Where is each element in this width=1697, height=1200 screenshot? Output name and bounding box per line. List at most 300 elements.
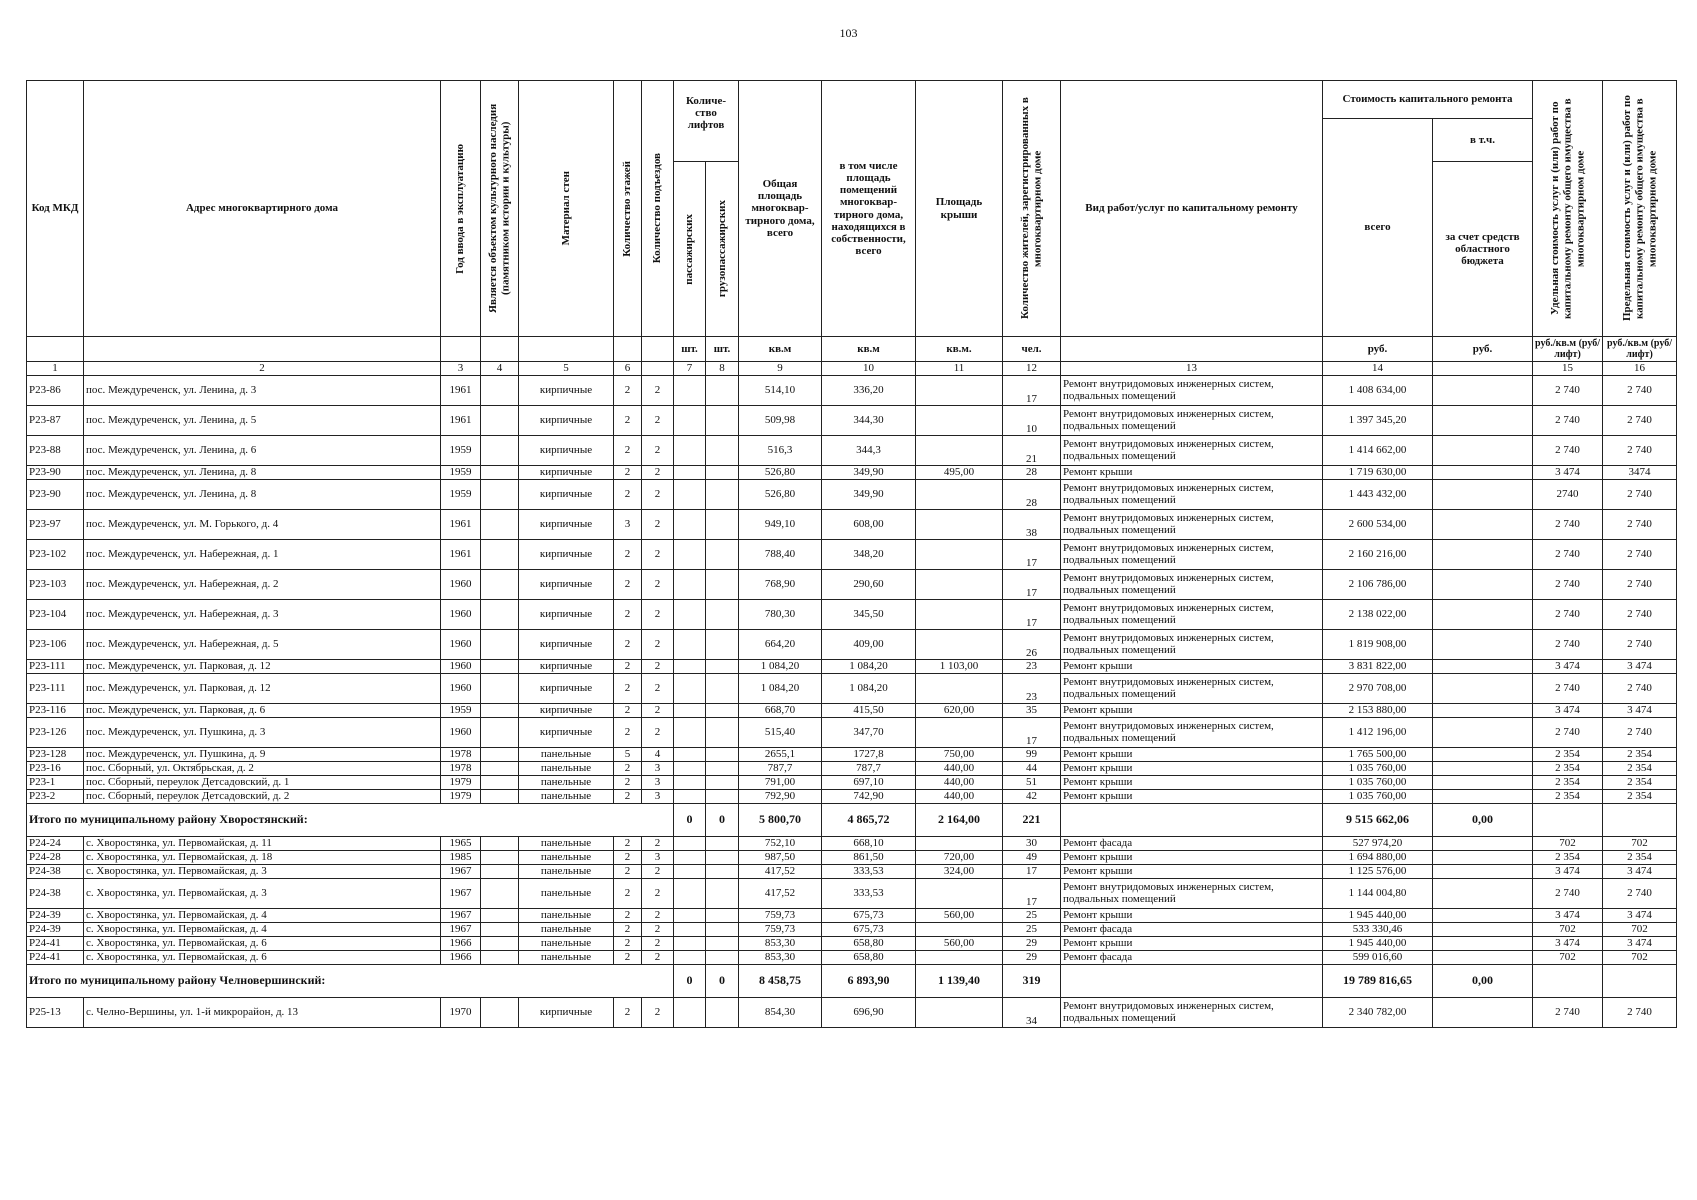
table-cell xyxy=(1433,879,1533,909)
table-cell xyxy=(674,909,706,923)
table-cell: 1727,8 xyxy=(822,748,916,762)
table-cell: панельные xyxy=(519,776,614,790)
table-cell: 2 740 xyxy=(1603,630,1677,660)
work-type-cell: Ремонт крыши xyxy=(1061,748,1323,762)
table-cell: 333,53 xyxy=(822,865,916,879)
table-cell: 1 765 500,00 xyxy=(1323,748,1433,762)
table-row xyxy=(27,600,1677,630)
table-cell: 30 xyxy=(1003,837,1061,851)
table-cell xyxy=(481,510,519,540)
table-cell xyxy=(916,436,1003,466)
table-cell: 2 xyxy=(642,909,674,923)
header-residents: Количество жителей, зарегистрированных в многоквартирном доме xyxy=(1003,81,1061,337)
table-cell: 1960 xyxy=(441,600,481,630)
table-cell: 658,80 xyxy=(822,951,916,965)
code-cell: Р23-97 xyxy=(27,510,84,540)
table-cell xyxy=(1433,851,1533,865)
table-cell: 2 xyxy=(614,923,642,937)
table-cell: 333,53 xyxy=(822,879,916,909)
table-cell: 0,00 xyxy=(1433,965,1533,998)
table-cell xyxy=(1603,965,1677,998)
table-cell xyxy=(916,837,1003,851)
address-cell: пос. Междуреченск, ул. Парковая, д. 12 xyxy=(84,660,441,674)
table-cell: 1965 xyxy=(441,837,481,851)
table-cell xyxy=(674,879,706,909)
table-row xyxy=(27,851,1677,865)
table-body xyxy=(27,376,1677,1028)
table-cell: 1959 xyxy=(441,466,481,480)
table-cell: 17 xyxy=(1003,879,1061,909)
code-cell: Р24-39 xyxy=(27,909,84,923)
header-area-total: Общая площадь многоквар-тирного дома, всего xyxy=(739,81,822,337)
table-row xyxy=(27,951,1677,965)
table-cell xyxy=(706,600,739,630)
unit-cell: руб./кв.м (руб/лифт) xyxy=(1603,337,1677,362)
table-cell: 2 xyxy=(642,540,674,570)
table-cell: 599 016,60 xyxy=(1323,951,1433,965)
table-cell xyxy=(481,937,519,951)
repair-table xyxy=(26,80,1677,1028)
table-cell xyxy=(674,704,706,718)
table-cell xyxy=(481,865,519,879)
table-row xyxy=(27,480,1677,510)
table-cell xyxy=(706,630,739,660)
table-cell: 4 xyxy=(642,748,674,762)
table-cell: 750,00 xyxy=(916,748,1003,762)
address-cell: с. Хворостянка, ул. Первомайская, д. 18 xyxy=(84,851,441,865)
table-cell: 2 xyxy=(642,406,674,436)
table-row xyxy=(27,776,1677,790)
table-cell: 1979 xyxy=(441,776,481,790)
table-cell: 348,20 xyxy=(822,540,916,570)
code-cell: Р24-38 xyxy=(27,865,84,879)
code-cell: Р23-90 xyxy=(27,480,84,510)
table-cell: 29 xyxy=(1003,937,1061,951)
table-cell: 1966 xyxy=(441,951,481,965)
work-type-cell: Ремонт внутридомовых инженерных систем, подвальных помещений xyxy=(1061,540,1323,570)
table-cell: 861,50 xyxy=(822,851,916,865)
table-cell xyxy=(674,851,706,865)
work-type-cell: Ремонт внутридомовых инженерных систем, подвальных помещений xyxy=(1061,406,1323,436)
table-cell: 3 474 xyxy=(1533,704,1603,718)
unit-cell: руб. xyxy=(1323,337,1433,362)
table-cell: 2 xyxy=(614,951,642,965)
table-cell: 5 800,70 xyxy=(739,804,822,837)
header-work-type: Вид работ/услуг по капитальному ремонту xyxy=(1061,81,1323,337)
address-cell: пос. Междуреченск, ул. Ленина, д. 8 xyxy=(84,480,441,510)
table-cell: 26 xyxy=(1003,630,1061,660)
table-cell xyxy=(674,436,706,466)
table-cell: 1960 xyxy=(441,718,481,748)
table-cell: 2 354 xyxy=(1603,762,1677,776)
table-cell: 0 xyxy=(674,804,706,837)
table-cell: 17 xyxy=(1003,600,1061,630)
table-cell xyxy=(916,998,1003,1028)
table-cell xyxy=(481,376,519,406)
code-cell: Р23-111 xyxy=(27,674,84,704)
work-type-cell: Ремонт крыши xyxy=(1061,466,1323,480)
table-cell: кирпичные xyxy=(519,376,614,406)
table-cell: 2 xyxy=(642,937,674,951)
table-cell: 417,52 xyxy=(739,865,822,879)
table-cell: 2 740 xyxy=(1603,879,1677,909)
table-row xyxy=(27,510,1677,540)
header-heritage: Является объектом культурного наследия (памятником истории и культуры) xyxy=(481,81,519,337)
table-cell: панельные xyxy=(519,851,614,865)
table-cell: 44 xyxy=(1003,762,1061,776)
code-cell: Р23-128 xyxy=(27,748,84,762)
table-cell xyxy=(481,600,519,630)
table-cell xyxy=(1433,837,1533,851)
table-cell: 696,90 xyxy=(822,998,916,1028)
table-cell: 344,30 xyxy=(822,406,916,436)
table-cell: 35 xyxy=(1003,704,1061,718)
table-row xyxy=(27,406,1677,436)
table-cell: 702 xyxy=(1533,923,1603,937)
table-cell xyxy=(481,762,519,776)
address-cell: пос. Междуреченск, ул. Ленина, д. 6 xyxy=(84,436,441,466)
table-cell: 515,40 xyxy=(739,718,822,748)
table-cell: 1960 xyxy=(441,660,481,674)
table-cell: 2 xyxy=(642,510,674,540)
table-cell: 2 xyxy=(642,630,674,660)
address-cell: пос. Междуреченск, ул. Парковая, д. 6 xyxy=(84,704,441,718)
table-cell: 2 xyxy=(614,466,642,480)
table-cell xyxy=(916,674,1003,704)
table-cell xyxy=(1433,776,1533,790)
table-cell: 290,60 xyxy=(822,570,916,600)
table-cell: 2 xyxy=(614,674,642,704)
table-cell xyxy=(706,718,739,748)
work-type-cell: Ремонт внутридомовых инженерных систем, подвальных помещений xyxy=(1061,480,1323,510)
table-cell: 2 740 xyxy=(1603,718,1677,748)
table-cell xyxy=(706,865,739,879)
work-type-cell: Ремонт внутридомовых инженерных систем, подвальных помещений xyxy=(1061,376,1323,406)
table-cell: 2 xyxy=(614,480,642,510)
table-cell: 697,10 xyxy=(822,776,916,790)
address-cell: с. Хворостянка, ул. Первомайская, д. 6 xyxy=(84,951,441,965)
address-cell: пос. Междуреченск, ул. Набережная, д. 2 xyxy=(84,570,441,600)
table-cell: 2 xyxy=(614,937,642,951)
work-type-cell: Ремонт фасада xyxy=(1061,951,1323,965)
table-cell xyxy=(481,718,519,748)
table-cell: 2 740 xyxy=(1603,570,1677,600)
table-cell: кирпичные xyxy=(519,600,614,630)
table-cell: 2 xyxy=(614,600,642,630)
address-cell: пос. Междуреченск, ул. Ленина, д. 5 xyxy=(84,406,441,436)
table-cell: 2 106 786,00 xyxy=(1323,570,1433,600)
table-cell: кирпичные xyxy=(519,480,614,510)
table-cell: 1970 xyxy=(441,998,481,1028)
table-cell xyxy=(481,776,519,790)
address-cell: с. Хворостянка, ул. Первомайская, д. 3 xyxy=(84,879,441,909)
table-cell: 6 893,90 xyxy=(822,965,916,998)
table-cell: 620,00 xyxy=(916,704,1003,718)
table-cell: 2 740 xyxy=(1533,510,1603,540)
header-floors: Количество этажей xyxy=(614,81,642,337)
table-cell: 792,90 xyxy=(739,790,822,804)
address-cell: пос. Сборный, ул. Октябрьская, д. 2 xyxy=(84,762,441,776)
table-cell: 1967 xyxy=(441,865,481,879)
table-cell xyxy=(1433,937,1533,951)
code-cell: Р23-102 xyxy=(27,540,84,570)
table-cell: 2 xyxy=(614,630,642,660)
code-cell: Р23-16 xyxy=(27,762,84,776)
table-cell xyxy=(1433,376,1533,406)
table-cell: 0 xyxy=(674,965,706,998)
table-cell xyxy=(706,776,739,790)
table-cell: 1967 xyxy=(441,923,481,937)
table-cell: 349,90 xyxy=(822,480,916,510)
table-cell: 854,30 xyxy=(739,998,822,1028)
table-cell xyxy=(916,540,1003,570)
table-cell: 1959 xyxy=(441,704,481,718)
header-wall: Материал стен xyxy=(519,81,614,337)
table-cell: 527 974,20 xyxy=(1323,837,1433,851)
table-cell xyxy=(481,704,519,718)
table-cell: 2 138 022,00 xyxy=(1323,600,1433,630)
table-cell: 526,80 xyxy=(739,466,822,480)
table-cell xyxy=(916,570,1003,600)
table-cell xyxy=(706,660,739,674)
table-cell: 668,70 xyxy=(739,704,822,718)
table-cell xyxy=(481,837,519,851)
table-cell: 2 740 xyxy=(1603,480,1677,510)
table-cell: 1967 xyxy=(441,879,481,909)
unit-cell: чел. xyxy=(1003,337,1061,362)
table-row xyxy=(27,436,1677,466)
table-cell: 1979 xyxy=(441,790,481,804)
table-cell: 19 789 816,65 xyxy=(1323,965,1433,998)
address-cell: пос. Сборный, переулок Детсадовский, д. 1 xyxy=(84,776,441,790)
address-cell: с. Хворостянка, ул. Первомайская, д. 11 xyxy=(84,837,441,851)
table-cell: 658,80 xyxy=(822,937,916,951)
table-cell: 2 xyxy=(642,951,674,965)
table-cell xyxy=(1433,998,1533,1028)
table-cell: панельные xyxy=(519,937,614,951)
table-cell: 526,80 xyxy=(739,480,822,510)
header-cost: Стоимость капитального ремонта xyxy=(1323,81,1533,119)
table-cell xyxy=(674,923,706,937)
table-cell: 10 xyxy=(1003,406,1061,436)
table-cell: 23 xyxy=(1003,660,1061,674)
table-cell: 0 xyxy=(706,804,739,837)
table-cell: 2 xyxy=(642,674,674,704)
table-cell xyxy=(706,748,739,762)
table-cell xyxy=(674,510,706,540)
table-cell xyxy=(706,376,739,406)
table-cell: 1959 xyxy=(441,436,481,466)
work-type-cell: Ремонт внутридомовых инженерных систем, подвальных помещений xyxy=(1061,630,1323,660)
table-cell xyxy=(706,998,739,1028)
table-cell: 8 458,75 xyxy=(739,965,822,998)
table-cell: 2 740 xyxy=(1533,436,1603,466)
table-cell xyxy=(481,480,519,510)
table-cell: 2 740 xyxy=(1603,510,1677,540)
table-cell: 1 084,20 xyxy=(822,674,916,704)
table-cell: 440,00 xyxy=(916,776,1003,790)
code-cell: Р24-39 xyxy=(27,923,84,937)
table-cell xyxy=(481,570,519,600)
header-entrances: Количество подъездов xyxy=(642,81,674,337)
table-row xyxy=(27,865,1677,879)
address-cell: с. Хворостянка, ул. Первомайская, д. 6 xyxy=(84,937,441,951)
table-cell: 675,73 xyxy=(822,909,916,923)
table-cell xyxy=(1433,865,1533,879)
table-cell: 791,00 xyxy=(739,776,822,790)
table-cell: 2 xyxy=(614,376,642,406)
code-cell: Р24-41 xyxy=(27,951,84,965)
table-cell xyxy=(916,480,1003,510)
table-cell: 2 740 xyxy=(1603,998,1677,1028)
table-cell: 42 xyxy=(1003,790,1061,804)
work-type-cell: Ремонт фасада xyxy=(1061,837,1323,851)
table-cell: 38 xyxy=(1003,510,1061,540)
table-cell: 3 xyxy=(642,851,674,865)
work-type-cell: Ремонт крыши xyxy=(1061,790,1323,804)
address-cell: пос. Междуреченск, ул. М. Горького, д. 4 xyxy=(84,510,441,540)
table-cell: 2 354 xyxy=(1603,776,1677,790)
table-cell xyxy=(1533,804,1603,837)
table-cell: 1961 xyxy=(441,376,481,406)
table-cell: 1960 xyxy=(441,570,481,600)
unit-cell: кв.м. xyxy=(916,337,1003,362)
table-cell: 787,7 xyxy=(822,762,916,776)
header-year: Год ввода в эксплуатацию xyxy=(441,81,481,337)
table-cell: 702 xyxy=(1603,923,1677,937)
table-cell xyxy=(481,630,519,660)
table-cell: 2 740 xyxy=(1533,376,1603,406)
table-cell: 1 084,20 xyxy=(739,674,822,704)
table-cell: 29 xyxy=(1003,951,1061,965)
work-type-cell: Ремонт фасада xyxy=(1061,923,1323,937)
table-cell xyxy=(1433,480,1533,510)
table-cell: 0,00 xyxy=(1433,804,1533,837)
table-row xyxy=(27,923,1677,937)
table-cell: 668,10 xyxy=(822,837,916,851)
table-cell: 2 354 xyxy=(1603,748,1677,762)
total-row xyxy=(27,804,1677,837)
table-row xyxy=(27,718,1677,748)
table-cell: 3 474 xyxy=(1603,660,1677,674)
table-cell: 324,00 xyxy=(916,865,1003,879)
table-cell: 516,3 xyxy=(739,436,822,466)
code-cell: Р23-126 xyxy=(27,718,84,748)
table-cell: 2 xyxy=(614,406,642,436)
address-cell: с. Хворостянка, ул. Первомайская, д. 3 xyxy=(84,865,441,879)
table-cell: 2 970 708,00 xyxy=(1323,674,1433,704)
table-cell: 349,90 xyxy=(822,466,916,480)
header-unit-cost: Удельная стоимость услуг и (или) работ по капитальному ремонту общего имущества в многоквартирном доме xyxy=(1533,81,1603,337)
table-cell xyxy=(1433,748,1533,762)
page-number: 103 xyxy=(839,26,858,40)
table-cell: 664,20 xyxy=(739,630,822,660)
table-row xyxy=(27,376,1677,406)
table-cell xyxy=(674,480,706,510)
table-cell: 788,40 xyxy=(739,540,822,570)
table-cell: 2 xyxy=(642,879,674,909)
unit-cell: руб. xyxy=(1433,337,1533,362)
table-cell: 2 xyxy=(642,718,674,748)
table-cell: 949,10 xyxy=(739,510,822,540)
table-cell: 1960 xyxy=(441,630,481,660)
table-cell: 3474 xyxy=(1603,466,1677,480)
table-cell xyxy=(916,923,1003,937)
table-cell: 2 740 xyxy=(1603,540,1677,570)
table-cell: 2 xyxy=(614,436,642,466)
work-type-cell: Ремонт внутридомовых инженерных систем, подвальных помещений xyxy=(1061,879,1323,909)
table-cell: 2 740 xyxy=(1533,630,1603,660)
unit-cell: кв.м xyxy=(739,337,822,362)
table-cell: 2 354 xyxy=(1603,851,1677,865)
table-cell xyxy=(481,406,519,436)
table-cell: 1 144 004,80 xyxy=(1323,879,1433,909)
code-cell: Р24-41 xyxy=(27,937,84,951)
code-cell: Р23-86 xyxy=(27,376,84,406)
table-cell: 2 xyxy=(614,776,642,790)
table-cell xyxy=(674,865,706,879)
table-cell xyxy=(1061,965,1323,998)
table-cell xyxy=(674,660,706,674)
table-cell: 2 xyxy=(614,865,642,879)
table-cell: 2 xyxy=(642,923,674,937)
table-cell: 509,98 xyxy=(739,406,822,436)
unit-cell: шт. xyxy=(706,337,739,362)
table-row xyxy=(27,540,1677,570)
table-cell: 2 xyxy=(614,909,642,923)
table-cell: 51 xyxy=(1003,776,1061,790)
table-cell: 1 945 440,00 xyxy=(1323,909,1433,923)
table-cell xyxy=(916,630,1003,660)
table-cell: 2 xyxy=(642,600,674,630)
code-cell: Р23-1 xyxy=(27,776,84,790)
table-cell: 2 354 xyxy=(1533,851,1603,865)
code-cell: Р23-87 xyxy=(27,406,84,436)
table-cell: 2 xyxy=(614,790,642,804)
code-cell: Р23-116 xyxy=(27,704,84,718)
table-cell: кирпичные xyxy=(519,998,614,1028)
table-cell: 3 474 xyxy=(1533,909,1603,923)
address-cell: с. Хворостянка, ул. Первомайская, д. 4 xyxy=(84,923,441,937)
table-row xyxy=(27,704,1677,718)
header-lifts-pass: пассажирских xyxy=(674,162,706,337)
table-cell: 336,20 xyxy=(822,376,916,406)
table-cell: 2 xyxy=(642,998,674,1028)
table-cell: 9 515 662,06 xyxy=(1323,804,1433,837)
header-lifts-cargo: грузопассажирских xyxy=(706,162,739,337)
table-cell: 2 354 xyxy=(1533,776,1603,790)
table-cell: 3 xyxy=(642,790,674,804)
table-cell: 702 xyxy=(1603,951,1677,965)
table-cell: 2 740 xyxy=(1603,406,1677,436)
table-cell xyxy=(674,790,706,804)
table-cell: 3 xyxy=(614,510,642,540)
table-cell: 2 xyxy=(614,762,642,776)
table-cell: 2 164,00 xyxy=(916,804,1003,837)
table-cell xyxy=(706,466,739,480)
table-cell xyxy=(1433,923,1533,937)
table-cell: 2 340 782,00 xyxy=(1323,998,1433,1028)
table-cell xyxy=(1433,510,1533,540)
table-cell xyxy=(674,600,706,630)
table-cell: 759,73 xyxy=(739,923,822,937)
table-cell xyxy=(1433,436,1533,466)
total-row xyxy=(27,965,1677,998)
address-cell: пос. Междуреченск, ул. Пушкина, д. 3 xyxy=(84,718,441,748)
table-cell xyxy=(1061,804,1323,837)
table-cell xyxy=(1433,674,1533,704)
table-cell: 1 412 196,00 xyxy=(1323,718,1433,748)
